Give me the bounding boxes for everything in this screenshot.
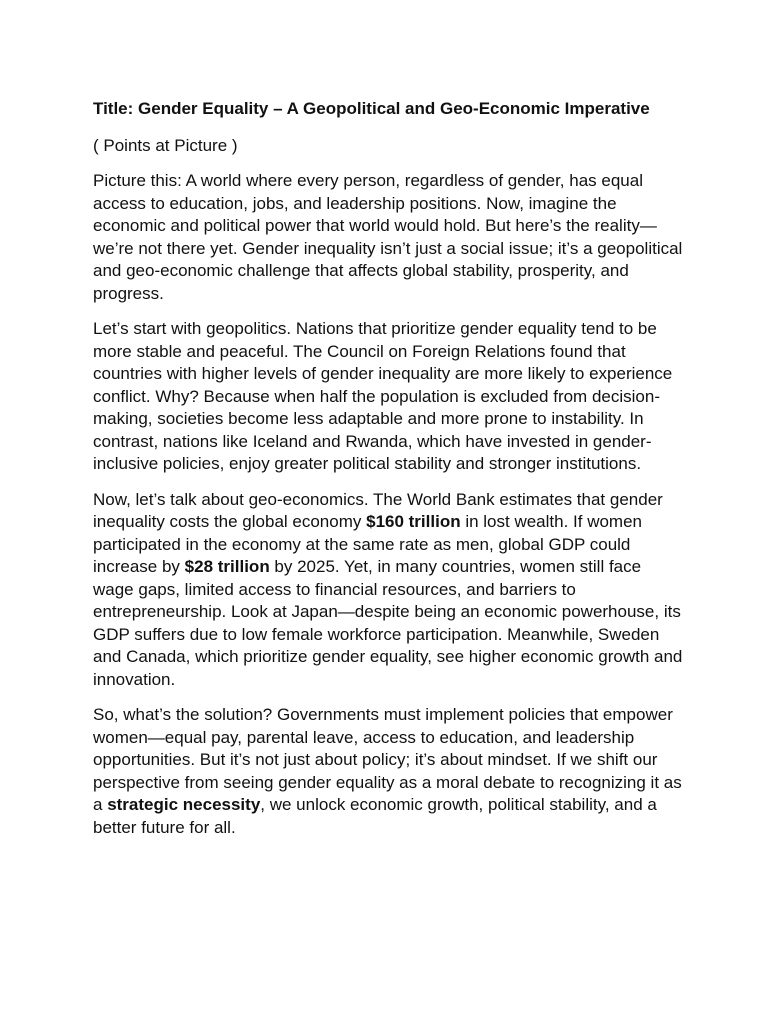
document-page [93,98,683,852]
paragraph-geopolitics: Let’s start with geopolitics. Nations that prioritize gender equality tend to be more stable and peaceful. The Council on Foreign Relations found that countries with higher levels of gender inequality are more likely to experience conflict. Why? Because when half the population is excluded from decision-making, societies become less adaptable and more prone to instability. In contrast, nations like Iceland and Rwanda, which have invested in gender-inclusive policies, enjoy greater political stability and stronger institutions. [93,319,673,473]
geoeconomics-text-3: by 2025. Yet, in many countries, women still face wage gaps, limited access to financial resources, and barriers to entrepreneurship. Look at Japan—despite being an economic powerhouse, its GDP suffers due to low female workforce participation. Meanwhile, Sweden and Canada, which prioritize gender equality, see higher economic growth and innovation. [93,557,683,689]
paragraph-geoeconomics [93,489,683,692]
bold-strategic-necessity: strategic necessity [107,795,261,814]
stage-direction: ( Points at Picture ) [93,135,238,155]
geoeconomics-text-1: Now, let’s talk about geo-economics. The World Bank estimates that gender inequality costs the global economy [93,489,663,531]
solution-text-1: So, what’s the solution? Governments must implement policies that empower women—equal pay, parental leave, access to education, and leadership opportunities. But it’s not just about policy; it’s about mindset. If we shift our perspective from seeing gender equality as a moral debate to recognizing it as a [93,705,682,814]
bold-160-trillion: $160 trillion [366,512,461,531]
geoeconomics-text-2: in lost wealth. If women participated in the economy at the same rate as men, global GDP could increase by [93,512,643,576]
paragraph-solution [93,704,683,839]
document-title: Title: Gender Equality – A Geopolitical and Geo-Economic Imperative [93,99,650,118]
paragraph-intro: Picture this: A world where every person, regardless of gender, has equal access to education, jobs, and leadership positions. Now, imagine the economic and political power that world would hold. But here’s the reality—we’re not there yet. Gender inequality isn’t just a social issue; it’s a geopolitical and geo-economic challenge that affects global stability, prosperity, and progress. [93,171,683,303]
bold-28-trillion: $28 trillion [184,557,270,576]
solution-text-2: , we unlock economic growth, political stability, and a better future for all. [93,795,657,837]
